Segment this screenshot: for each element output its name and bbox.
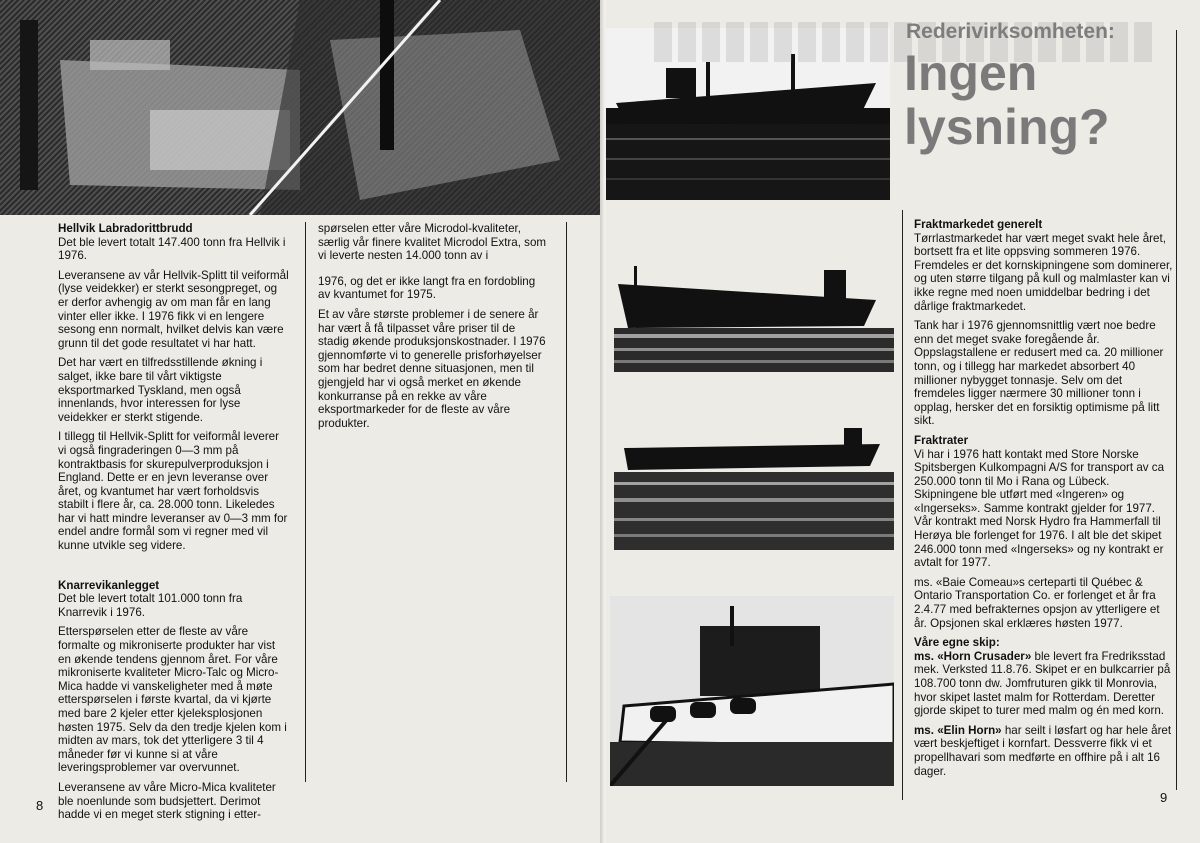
- paragraph: ms. «Baie Comeau»s certeparti til Québec & Ontario Transportation Co. er forlenget et år fra 2.4.77 med befrakternes opsjon av ytterligere et år. Opsjonen skal erklæres høsten 1977.: [914, 575, 1160, 630]
- ship-photo-middle-2: [614, 422, 894, 550]
- page-number: 8: [36, 798, 44, 813]
- column-divider: [305, 222, 306, 782]
- ship-photo-middle-1: [614, 262, 894, 372]
- left-column-1: [58, 222, 290, 828]
- page-edge-rule: [1176, 30, 1177, 790]
- ship-photo-bottom: [610, 596, 894, 786]
- page-title-line-1: Ingen: [904, 45, 1038, 101]
- paragraph: Det ble levert totalt 101.000 tonn fra Knarrevik i 1976.: [58, 592, 243, 619]
- section-heading-knarrevik: Knarrevikanlegget: [58, 578, 160, 592]
- page-edge-rule: [566, 222, 567, 782]
- page-number: 9: [1160, 790, 1168, 805]
- paragraph: Leveransene av vår Hellvik-Splitt til veiformål (lyse veidekker) er sterkt sesongpreget, og er derfor avhengig av om man får en lang vinter eller ikke. I 1976 fikk vi en lengere sesong enn normalt, hvilket delvis kan være grunn til det gode resultatet vi har hatt.: [58, 268, 289, 350]
- paragraph: Et av våre største problemer i de senere år har vært å få tilpasset våre priser til de stadig økende produksjonskostnader. I 1976 gjennomførte vi to generelle prisforhøyelser som har bedret denne situasjonen, men til gjengjeld har vi også merket en økende konkurranse på en rekke av våre eksportmarkeder for de fleste av våre produkter.: [318, 307, 546, 430]
- paragraph: Tørrlastmarkedet har vært meget svakt hele året, bortsett fra et lite oppsving sommeren 1976. Fremdeles er det kornskipningene som dominerer, og uten større tilgang på kull og malmlaster kan vi ikke regne med noen umiddelbar bedring i det dårlige fraktmarkedet.: [914, 231, 1173, 313]
- paragraph: [914, 724, 1174, 778]
- ship-name: ms. «Horn Crusader»: [914, 649, 1032, 663]
- left-column-2: [318, 222, 548, 436]
- paragraph: I tillegg til Hellvik-Splitt for veiformål leverer vi også fingraderingen 0—3 mm på kontraktbasis for skurepulverproduksjon i England. Dette er en jevn leveranse over året, og kvantumet har vært forholdsvis stabilt i flere år, ca. 28.000 tonn. Likeledes har vi hatt mindre leveranser av 0—3 mm for endel andre formål som vi regner med vil kunne utvikle seg videre.: [58, 430, 288, 553]
- quarry-photo: [0, 0, 600, 215]
- paragraph: spørselen etter våre Microdol-kvaliteter, særlig vår finere kvalitet Microdol Extra, som vi leverte nesten 14.000 tonn av i: [318, 222, 547, 263]
- quarry-photo-graphic: [0, 0, 600, 215]
- paragraph-text: ble levert fra Fredriksstad mek. Verksted 11.8.76. Skipet er en bulkcarrier på 108.700 tonn dw. Jomfruturen gikk til Monrovia, hvor skipet lastet malm for Rotterdam. Deretter gjorde skipet to turer med malm og én med korn.: [914, 649, 1171, 718]
- paragraph: Tank har i 1976 gjennomsnittlig vært noe bedre enn det meget svake foregående år. Oppslagstallene er redusert med ca. 20 millioner tonn, og i tillegg har markedet absorbert 40 millioner nybygget tonnasje. Selv om det fremdeles ligger nærmere 30 millioner tonn i opplag, hersker det en forsiktig optimisme på litt sikt.: [914, 319, 1164, 428]
- ship-photo-middle-2-graphic: [614, 422, 894, 550]
- paragraph: Det har vært en tilfredsstillende økning i salget, ikke bare til vårt viktigste eksportmarked Tyskland, men også innenlands, hvor interessen for lyse veidekker er sterkt stigende.: [58, 356, 263, 424]
- section-heading-fraktmarkedet: Fraktmarkedet generelt: [914, 218, 1043, 231]
- ship-photo-middle-1-graphic: [614, 262, 894, 372]
- paragraph: Det ble levert totalt 147.400 tonn fra Hellvik i 1976.: [58, 235, 286, 263]
- section-heading-fraktrater: Fraktrater: [914, 433, 969, 447]
- page-title-line-2: lysning?: [904, 99, 1110, 155]
- paragraph: 1976, og det er ikke langt fra en fordobling av kvantumet for 1975.: [318, 274, 536, 302]
- paragraph: [914, 650, 1174, 718]
- paragraph: Etterspørselen etter de fleste av våre formalte og mikroniserte produkter har vist en økende tendens gjennom året. For våre mikroniserte kvaliteter Micro-Talc og Micro-Mica hadde vi vanskeligheter med å møte etterspørselen i første kvartal, da vi kjørte med bare 2 kjeler etter kjeleksplosjonen høsten 1975. Selv da den tredje kjelen kom i midten av mars, tok det ytterligere 3 til 4 måneder før vi kunne si at våre leveringsproblemer var overvunnet.: [58, 625, 287, 775]
- ship-photo-bottom-graphic: [610, 596, 894, 786]
- section-heading-egne-skip: Våre egne skip:: [914, 636, 1000, 650]
- paragraph: Vi har i 1976 hatt kontakt med Store Norske Spitsbergen Kulkompagni A/S for transport av ca 250.000 tonn til Mo i Rana og Lübeck. Skipningene ble utført med «Ingeren» og «Ingerseks». Samme kontrakt gjelder for 1977. Vår kontrakt med Norsk Hydro fra Hammerfall til Herøya ble forlenget for 1976. I alt ble det skipet 246.000 tonn med «Ingerseks» og ny kontrakt er avtalt for 1977.: [914, 447, 1165, 570]
- paragraph-text: har seilt i løsfart og har hele året vært beskjeftiget i kornfart. Dessverre fikk vi et propellhavari som medførte en offhire på i alt 16 dager.: [914, 723, 1172, 778]
- right-column: [914, 218, 1174, 784]
- section-heading-hellvik: Hellvik Labradorittbrudd: [58, 222, 193, 235]
- right-page: [606, 0, 1200, 843]
- section-kicker: Rederivirksomheten:: [906, 20, 1115, 43]
- ship-name: ms. «Elin Horn»: [914, 723, 1002, 737]
- paragraph: Leveransene av våre Micro-Mica kvaliteter ble noenlunde som budsjettert. Derimot hadde vi en meget sterk stigning i etter-: [58, 780, 276, 822]
- column-divider: [902, 210, 903, 800]
